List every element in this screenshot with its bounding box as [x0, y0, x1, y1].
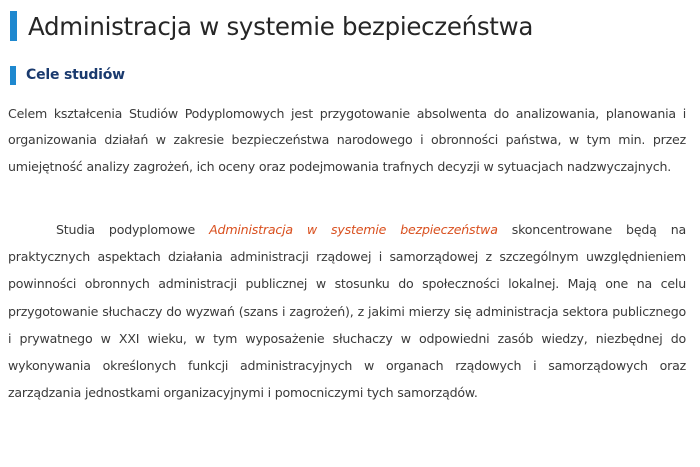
page-header: [10, 7, 690, 45]
description-lead: Studia podyplomowe: [56, 222, 210, 237]
description-body: skoncentrowane będą na praktycznych aspektach działania administracji rządowej i samorządowej z szczególnym uwzględnieniem powinności obronnych administracji publicznej w stosunku do społeczności lokalnej. Mają one na celu przygotowanie słuchaczy do wyzwań (szans i zagrożeń), z jakimi mierzy się administracja sektora publicznego i prywatnego w XXI wieku, w tym wyposażenie słuchaczy w odpowiedni zasób wiedzy, niezbędnej do wykonywania określonych funkcji administracyjnych w organach rządowych i samorządowych oraz zarządzania jednostkami organizacyjnymi i pomocniczymi tych samorządów.: [8, 222, 686, 401]
section-heading: Cele studiów: [26, 67, 125, 83]
page-title: Administracja w systemie bezpieczeństwa: [28, 11, 534, 41]
title-accent-bar: [10, 11, 17, 41]
description-paragraph: [8, 216, 686, 406]
course-name-highlight: Administracja w systemie bezpieczeństwa: [209, 222, 498, 237]
section-accent-bar: [10, 66, 16, 85]
section-header: [10, 64, 690, 86]
goals-paragraph: Celem kształcenia Studiów Podyplomowych jest przygotowanie absolwenta do analizowania, planowania i organizowania działań w zakresie bezpieczeństwa narodowego i obronności państwa, w tym min. przez umiejętność analizy zagrożeń, ich oceny oraz podejmowania trafnych decyzji w sytuacjach nadzwyczajnych.: [8, 106, 686, 174]
